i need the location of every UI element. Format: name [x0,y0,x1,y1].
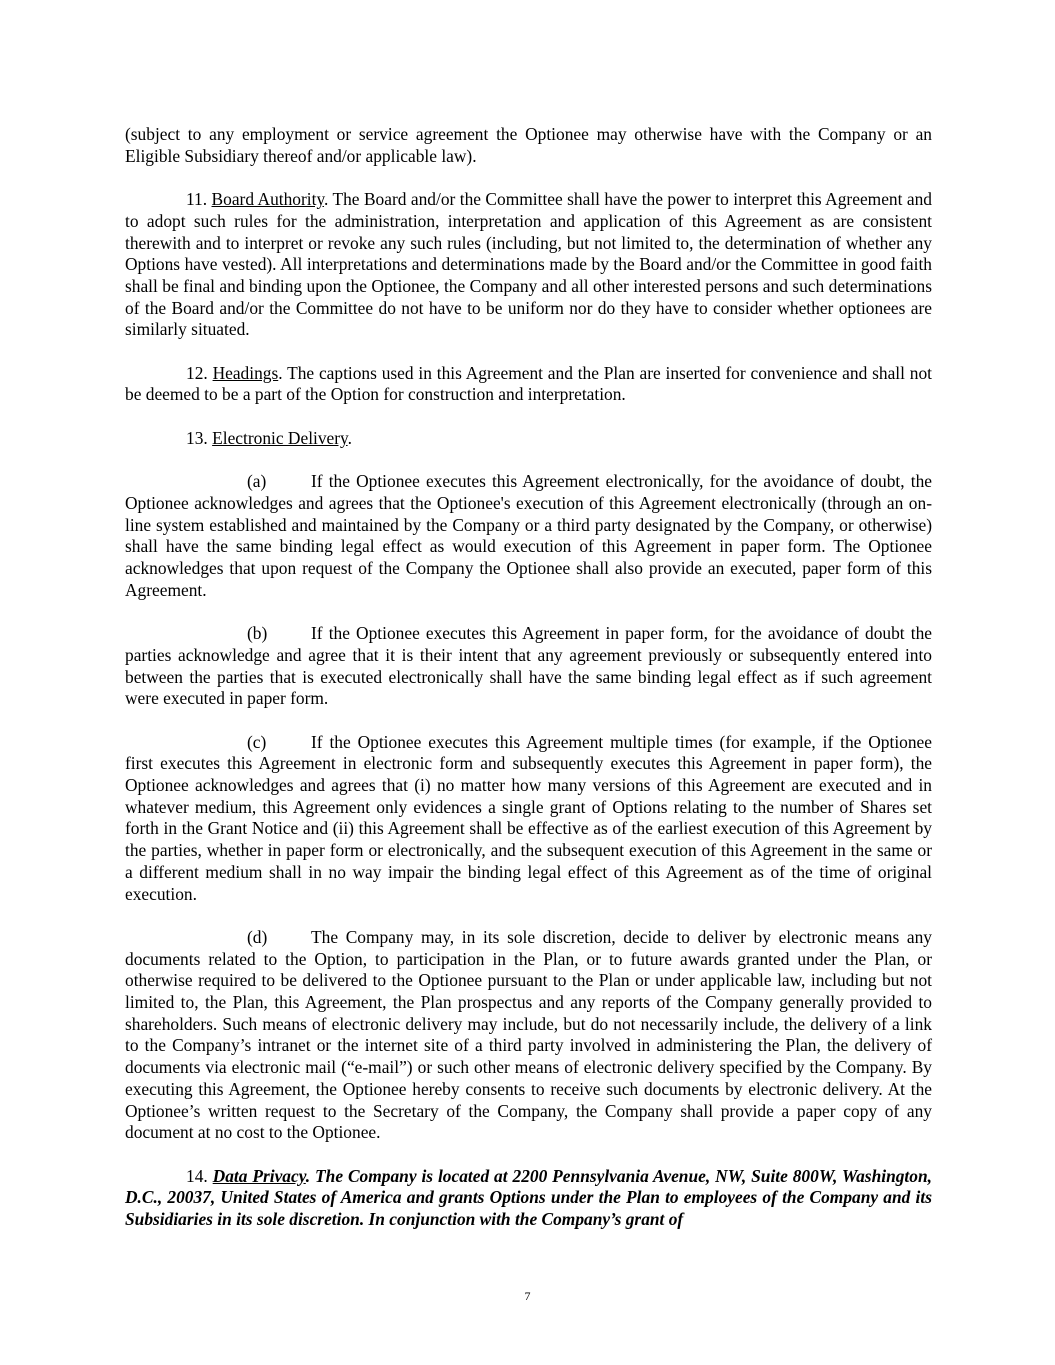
continuation-paragraph: (subject to any employment or service agreement the Optionee may otherwise have with the Company or an Eligible Subsidiary thereof and/or applicable law). [125,124,932,166]
section-12-headings [125,363,932,406]
section-12-heading: Headings [212,362,279,383]
section-14-data-privacy [125,1166,932,1231]
item-a-label: (a) [247,471,267,492]
section-13-electronic-delivery [125,428,932,450]
page-number: 7 [524,1289,531,1303]
section-11-heading: Board Authority [211,189,325,210]
section-13-heading: Electronic Delivery [212,427,348,448]
section-11-board-authority [125,189,932,341]
item-c-text: If the Optionee executes this Agreement multiple times (for example, if the Optionee first executes this Agreement in electronic form and subsequently executes this Agreement in paper form), the Optionee acknowledges and agrees that (i) no matter how many versions of this Agreement are executed and in whatever medium, this Agreement only evidences a single grant of Options relating to the number of Shares set forth in the Grant Notice and (ii) this Agreement shall be effective as of the earliest execution of this Agreement by the parties, whether in paper form or electronically, and the subsequent execution of this Agreement in the same or a different medium shall in no way impair the binding legal effect of this Agreement as of the time of original execution. [125,731,932,904]
section-14-heading: Data Privacy [212,1165,306,1186]
section-11-body: . The Board and/or the Committee shall have the power to interpret this Agreement and to adopt such rules for the administration, interpretation and application of this Agreement as are consistent therewith and to interpret or revoke any such rules (including, but not limited to, the determination of whether any Options have vested). All interpretations and determinations made by the Board and/or the Committee in good faith shall be final and binding upon the Optionee, the Company and all other interested persons and such determinations of the Board and/or the Committee do not have to be uniform nor do they have to consider whether optionees are similarly situated. [125,189,932,340]
section-13-tail: . [347,427,352,448]
section-13-item-a [125,471,932,601]
section-11-number: 11. [186,189,208,210]
item-c-label: (c) [247,731,267,752]
section-13-number: 13. [186,427,208,448]
item-b-text: If the Optionee executes this Agreement in paper form, for the avoidance of doubt the parties acknowledge and agree that it is their intent that any agreement previously or subsequently entered into between the parties that is executed electronically shall have the same binding legal effect as if such agreement were executed in paper form. [125,623,932,709]
item-b-label: (b) [247,623,268,644]
section-13-item-d [125,927,932,1144]
item-d-text: The Company may, in its sole discretion, decide to deliver by electronic means any documents related to the Option, to participation in the Plan, or to future awards granted under the Plan, or otherwise required to be delivered to the Optionee pursuant to the Plan or under applicable law, including but not limited to, the Plan, this Agreement, the Plan prospectus and any reports of the Company generally provided to shareholders. Such means of electronic delivery may include, but do not necessarily include, the delivery of a link to the Company’s intranet or the internet site of a third party involved in administering the Plan, the delivery of documents via electronic mail (“e-mail”) or such other means of electronic delivery specified by the Company. By executing this Agreement, the Optionee hereby consents to receive such documents by electronic delivery. At the Optionee’s written request to the Secretary of the Company, the Company shall provide a paper copy of any document at no cost to the Optionee. [125,926,932,1143]
section-13-item-c [125,732,932,906]
section-13-item-b [125,623,932,710]
item-d-label: (d) [247,926,268,947]
section-14-body: . The Company is located at 2200 Pennsylvania Avenue, NW, Suite 800W, Washington, D.C., 20037, United States of America and grants Options under the Plan to employees of the Company and its Subsidiaries in its sole discretion. In conjunction with the Company’s grant of [125,1165,932,1230]
section-14-number: 14. [186,1165,208,1186]
document-page [125,124,932,1252]
item-a-text: If the Optionee executes this Agreement electronically, for the avoidance of doubt, the Optionee acknowledges and agrees that the Optionee's execution of this Agreement electronically (through an on-line system established and maintained by the Company or a third party designated by the Company, or otherwise) shall have the same binding legal effect as would execution of this Agreement in paper form. The Optionee acknowledges that upon request of the Company the Optionee shall also provide an executed, paper form of this Agreement. [125,471,932,600]
section-12-number: 12. [186,362,208,383]
section-12-body: . The captions used in this Agreement and the Plan are inserted for convenience and shall not be deemed to be a part of the Option for construction and interpretation. [125,362,932,405]
